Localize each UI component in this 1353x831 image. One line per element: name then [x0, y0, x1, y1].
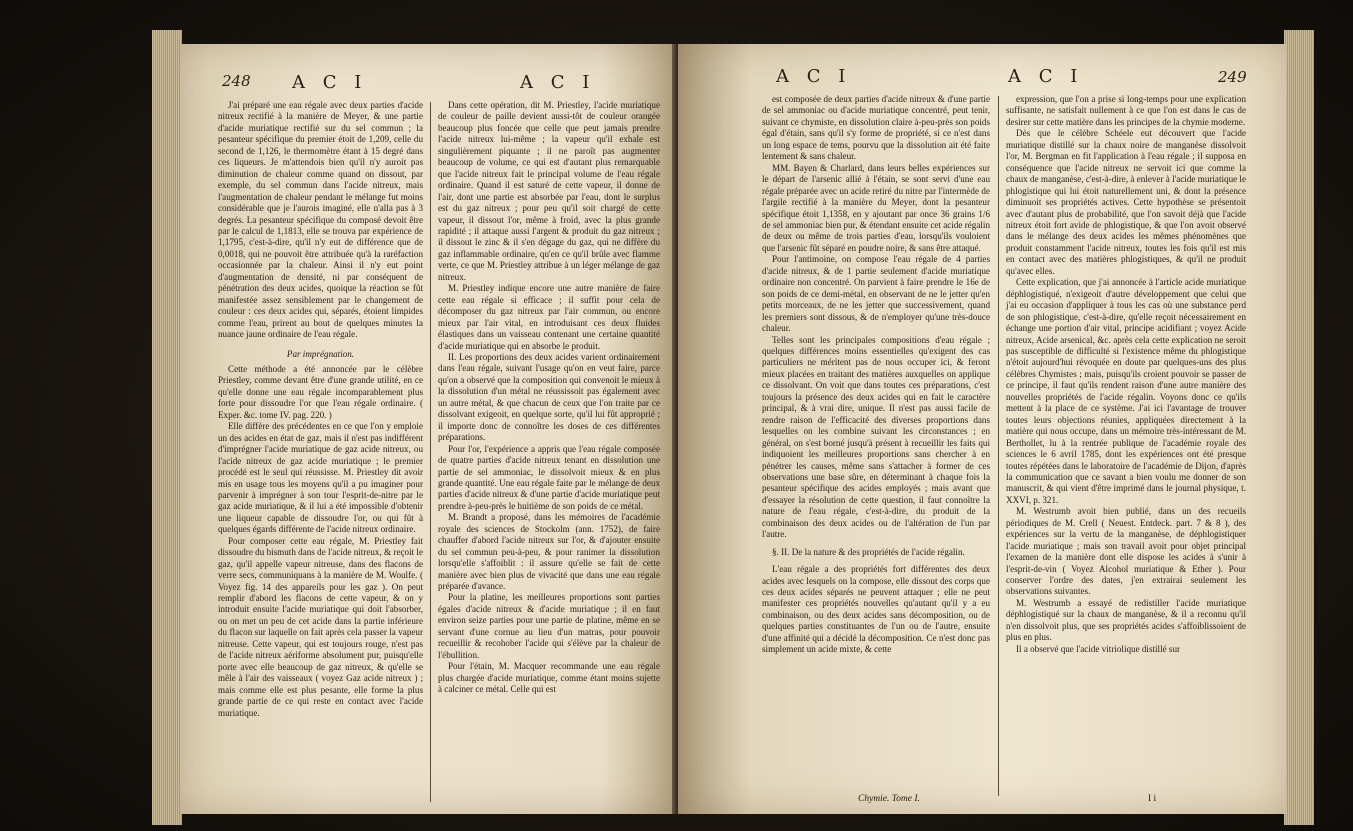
- paragraph: M. Westrumb a essayé de redistiller l'acide muriatique déphlogistiqué sur la chaux de manganèse, & il a reconnu qu'il n'en dissolvoit plus, que ses propriétés acides s'affoiblissoient de plus en plus.: [1006, 597, 1246, 643]
- page-edges-left: [152, 30, 182, 825]
- right-page: [678, 44, 1286, 814]
- paragraph: Dans cette opération, dit M. Priestley, l'acide muriatique de couleur de paille devient aussi-tôt de couleur orangée beaucoup plus foncée que celle que peut jamais prendre l'acide nitreux lui-même ; la vapeur qu'il exhale est singulièrement piquante ; il ne paroît pas augmenter beaucoup de volume, ce qui est d'autant plus remarquable que l'acide nitreux fait le principal volume de l'eau régale ordinaire. Quand il est saturé de cette vapeur, il donne de l'air, dont une partie est absorbée par l'eau, dont le surplus est du gaz nitreux ; pour peu qu'il soit chargé de cette vapeur, il dissout l'or, même à froid, avec la plus grande rapidité ; il attaque aussi l'argent & produit du gaz nitreux ; il dissout le zinc & il s'en dégage du gaz, qui ne diffère du gaz inflammable ordinaire, qu'en ce qu'il brûle avec flamme verte, ce que M. Priestley attribue à un léger mélange de gaz nitreux.: [438, 100, 660, 282]
- paragraph: MM. Bayen & Charlard, dans leurs belles expériences sur le départ de l'arsenic allié à l'étain, se sont servi d'une eau régale préparée avec un acide retiré du nitre par l'intermède de l'argile rectifié à la manière du Meyer, dont la pesanteur spécifique étoit 1,1358, en y ajoutant par once 36 grains 1/6 de sel ammoniac bien pur, & étendant ensuite cet acide régalin de deux ou même de trois parties d'eau, lorsqu'ils vouloient que l'arsenic fût séparé en poudre noire, & sans être attaqué.: [762, 162, 990, 253]
- paragraph: Cette explication, que j'ai annoncée à l'article acide muriatique déphlogistiqué, n'exigeoit d'autre développement que celui que j'ai eu occasion d'appliquer à tous les cas où une substance perd de son phlogistique, c'est-à-dire, qu'elle reçoit nécessairement en échange une portion d'air vital, principe acidifiant ; voyez Acide nitreux, Acide arsenical, &c. après cela cette explication ne seroit pas susceptible de difficulté si l'existence même du phlogistique n'étoit aujourd'hui révoquée en doute par quelques-uns des plus célèbres Chymistes ; mais, puisqu'ils croient pouvoir se passer de ce principe, il faut qu'ils rendent raison d'une autre manière des nouvelles propriétés de l'acide régalin. Voyons donc ce qu'ils mettent à la place de ce système. J'ai ici l'avantage de trouver toutes leurs objections réunies, appliquées directement à la matière qui nous occupe, dans un mémoire très-intéressant de M. Berthollet, lu à la rentrée publique de l'académie royale des sciences le 6 avril 1785, dont les expériences ont été presque toutes répétées dans le laboratoire de l'académie de Dijon, d'après la communication que ce savant a bien voulu me donner de son manuscrit, & qui vient d'être imprimé dans le journal physique, t. XXVI, p. 321.: [1006, 277, 1246, 505]
- column-rule-left: [430, 102, 431, 802]
- left-column-1: [218, 100, 423, 719]
- paragraph: Telles sont les principales compositions d'eau régale ; quelques différences moins essentielles qu'exigent des cas particuliers ne méritent pas de nous occuper ici, & feront mieux placées en traitant des matières auxquelles on applique ce dissolvant. On voit que dans toutes ces préparations, c'est toujours la présence des deux acides qui en fait le caractère principal, & à vrai dire, unique. Il n'est pas aussi facile de rendre raison de l'efficacité des diverses proportions dans lesquelles on les combine suivant les circonstances ; en général, on s'est borné jusqu'à présent à recueillir les faits qui indiquoient les meilleures proportions sans chercher à en pénétrer les causes, même sans s'attacher à former de ces observations une base sûre, en déterminant à chaque fois la pesanteur spécifique des acides employés ; mais avant que d'essayer la résolution de cette question, il faut connoître la nature de l'eau régale, c'est-à-dire, du produit de la combinaison des deux acides ou de l'altération de l'un par l'autre.: [762, 334, 990, 540]
- running-head-left-1: A C I: [292, 72, 368, 93]
- signature-mark: I i: [1148, 794, 1157, 804]
- right-column-2: [1006, 94, 1246, 655]
- paragraph: M. Priestley indique encore une autre manière de faire cette eau régale si efficace ; il suffit pour cela de décomposer du gaz nitreux par l'air commun, ou encore mieux par l'air vital, en introduisant ces deux fluides élastiques dans un vaisseau contenant une certaine quantité d'acide muriatique qui en absorbe le produit.: [438, 283, 660, 351]
- paragraph: Pour l'étain, M. Macquer recommande une eau régale plus chargée d'acide muriatique, comme étant moins sujette à calciner ce métal. Celle qui est: [438, 661, 660, 695]
- section-heading: §. II. De la nature & des propriétés de l'acide régalin.: [772, 546, 965, 557]
- paragraph: expression, que l'on a prise si long-temps pour une explication suffisante, ne satisfait nullement à ce que l'on est dans le cas de desirer sur cette matière dans les principes de la chymie moderne.: [1006, 94, 1246, 127]
- paragraph: M. Brandt a proposé, dans les mémoires de l'académie royale des sciences de Stockolm (ann. 1752), de faire chauffer d'abord l'acide nitreux sur l'or, & d'ajouter ensuite du sel commun peu-à-peu, & pour ranimer la dissolution lorsqu'elle s'affoiblit : il assure qu'elle se fait de cette manière avec bien plus de vivacité que dans une eau régale préparée d'avance.: [438, 512, 660, 592]
- paragraph: est composée de deux parties d'acide nitreux & d'une partie de sel ammoniac ou d'acide muriatique concentré, peut tenir, suivant ce chymiste, en dissolution claire à-peu-près son poids égal d'étain, sans qu'il s'y forme de propriété, si ce n'est dans un long espace de tems, pourvu que la dissolution ait été faite lentement & sans chaleur.: [762, 94, 990, 162]
- paragraph: Elle diffère des précédentes en ce que l'on y emploie un des acides en état de gaz, mais il n'est pas indifférent d'imprégner l'acide muriatique de gaz acide nitreux, ou l'acide nitreux de gaz acide muriatique ; le premier procédé est le seul qui réussisse. M. Priestley dit avoir mis en usage tous les moyens qu'il a pu imaginer pour parvenir à imprégner à son tour l'esprit-de-nitre par le gaz acide muriatique, & il lui a été impossible d'obtenir une liqueur capable de dissoudre l'or, ou qui fût à quelques égards différente de l'acide nitreux ordinaire.: [218, 421, 423, 535]
- subheading: Par imprégnation.: [286, 348, 355, 359]
- right-header: [678, 44, 1286, 87]
- running-head-right-1: A C I: [776, 66, 852, 87]
- column-rule-right: [998, 96, 999, 796]
- page-edges-right: [1284, 30, 1314, 825]
- paragraph: L'eau régale a des propriétés fort différentes des deux acides avec lesquels on la compose, elle dissout des corps que ces deux acides séparés ne peuvent attaquer ; elle ne peut manifester ces propriétés nouvelles qu'autant qu'il y a eu combinaison, ou des deux acides sans décomposition, ou de quelques parties constituantes de l'un ou de l'autre, ensuite d'une affinité qui a décidé la décomposition. Ce n'est donc pas simplement un acide mixte, & cette: [762, 564, 990, 655]
- paragraph: Cette méthode a été annoncée par le célèbre Priestley, comme devant être d'une grande utilité, en ce qu'elle donne une eau régale incomparablement plus forte pour dissoudre l'or que l'eau régale ordinaire. ( Exper. &c. tome IV. pag. 220. ): [218, 363, 423, 420]
- running-head-right-2: A C I: [1008, 66, 1084, 87]
- paragraph: Pour l'antimoine, on compose l'eau régale de 4 parties d'acide nitreux, & de 1 partie seulement d'acide muriatique ordinaire non concentré. On parvient à faire prendre le 16e de son poids de ce demi-métal, en observant de ne le jetter qu'en petits morceaux, de ne les jetter que successivement, quand les premiers sont dissous, & de n'employer qu'une très-douce chaleur.: [762, 254, 990, 334]
- paragraph: Pour l'or, l'expérience a appris que l'eau régale composée de quatre parties d'acide nitreux tenant en dissolution une partie de sel ammoniac, le dissolvoit mieux & en plus grande quantité. Une eau régale faite par le mélange de deux parties d'acide nitreux & d'une partie d'acide muriatique peut prendre à-peu-près le huitième de son poids de ce métal.: [438, 443, 660, 511]
- running-head-left-2: A C I: [520, 72, 596, 93]
- right-column-1: [762, 94, 990, 656]
- paragraph: Pour la platine, les meilleures proportions sont parties égales d'acide nitreux & d'acide muriatique ; il en faut environ seize parties pour une partie de platine, même en se servant d'une cornue au lieu d'un matras, pour pouvoir recueillir & recohober l'acide qui s'élève par la chaleur de l'ébullition.: [438, 592, 660, 660]
- paragraph: II. Les proportions des deux acides varient ordinairement dans l'eau régale, suivant l'usage qu'on en veut faire, parce qu'on a observé que la composition qui convenoit le mieux à la dissolution d'un métal ne réussissoit pas également avec un autre métal, & que chacun de ceux que l'on traite par ce dissolvant exigeoit, en quelque sorte, qu'il lui fût approprié ; il importe donc de connoître les doses de ces différentes préparations.: [438, 351, 660, 443]
- left-header: [180, 44, 676, 93]
- paragraph: J'ai préparé une eau régale avec deux parties d'acide nitreux rectifié à la manière de Meyer, & une partie d'acide muriatique rectifié sur du sel commun ; la pesanteur spécifique du premier étoit de 1,209, celle du second de 1,126, le thermomètre étant à 15 degré dans ces liqueurs. Je m'attendois bien qu'il n'y auroit pas diminution de chaleur comme quand on dissout, par exemple, du sel commun dans l'acide nitreux, mais l'augmentation de chaleur pendant le mélange fut moins considérable que je l'aurois imaginé, elle n'alla pas à 3 degrés. La pesanteur spécifique du composé devoit être par le calcul de 1,1813, elle se trouva par expérience de 1,1795, c'est-à-dire, qu'il n'y eut de différence que de 0,0018, qui ne pouvoit être attribuée qu'à la raréfaction occasionnée par la chaleur. Ainsi il n'y eut point d'augmentation de densité, ni par conséquent de pénétration des deux acides, quoique la réaction se fût manifestée assez sensiblement par le changement de couleur : ces deux acides qui, séparés, étoient limpides comme l'eau, prirent au bout de quelques minutes la nuance jaune ordinaire de l'eau régale.: [218, 100, 423, 340]
- left-column-2: [438, 100, 660, 696]
- page-number-left: 248: [222, 72, 251, 90]
- paragraph: Il a observé que l'acide vitriolique distillé sur: [1016, 643, 1181, 654]
- page-number-right: 249: [1218, 68, 1247, 86]
- left-page: [180, 44, 676, 814]
- paragraph: Pour composer cette eau régale, M. Priestley fait dissoudre du bismuth dans de l'acide nitreux, & reçoit le gaz, qu'il appelle vapeur nitreuse, dans des flacons de verre secs, communiquans à la manière de M. Woulfe. ( Voyez fig. 14 des appareils pour les gaz ). On peut remplir d'abord les flacons de cette vapeur, & on y introduit ensuite l'acide muriatique qui doit l'absorber, ou on met un peu de cet acide dans la partie inférieure du flacon sur laquelle on fait après cela passer la vapeur nitreuse. Cette vapeur, qui est toujours rouge, n'est pas de l'acide nitreux aériforme absolument pur, puisqu'elle porte avec elle beaucoup de gaz nitreux, & qu'elle se mêle à l'air des vaisseaux ( voyez Gaz acide nitreux ) ; mais comme elle est plus pesante, elle forme la plus grande partie de ce qui reste en contact avec l'acide muriatique.: [218, 535, 423, 718]
- paragraph: Dès que le célèbre Schéele eut découvert que l'acide muriatique distillé sur la chaux noire de manganèse dissolvoit l'or, M. Bergman en fit l'application à l'eau régale ; il supposa en conséquence que l'acide nitreux ne servoit ici que comme la chaux de manganèse, c'est-à-dire, à enlever à l'acide muriatique le phlogistique qui lui étoit naturellement uni, & dont la présence diminuoit ses propriétés actives. Cette hypothèse se présentoit avec d'autant plus de probabilité, que l'on savoit déjà que l'acide nitreux étoit fort avide de phlogistique, & que l'on avoit observé dans le mélange des deux acides les mêmes phénomènes que produit constamment l'acide nitreux, toutes les fois qu'il est mis en contact avec des matières phlogistiques, & qu'il ne produit qu'avec elles.: [1006, 128, 1246, 276]
- footer-tome: Chymie. Tome I.: [858, 794, 920, 804]
- paragraph: M. Westrumb avoit bien publié, dans un des recueils périodiques de M. Crell ( Neuest. Entdeck. part. 7 & 8 ), des expériences sur la vertu de la manganèse, de déphlogistiquer l'acide muriatique ; mais son travail avoit pour objet principal l'examen de la manière dont elle dispose les acides à s'unir à l'esprit-de-vin ( Voyez Alcohol muriatique & Ether ). Pour conserver l'ordre des dates, j'en extrairai seulement les observations suivantes.: [1006, 506, 1246, 597]
